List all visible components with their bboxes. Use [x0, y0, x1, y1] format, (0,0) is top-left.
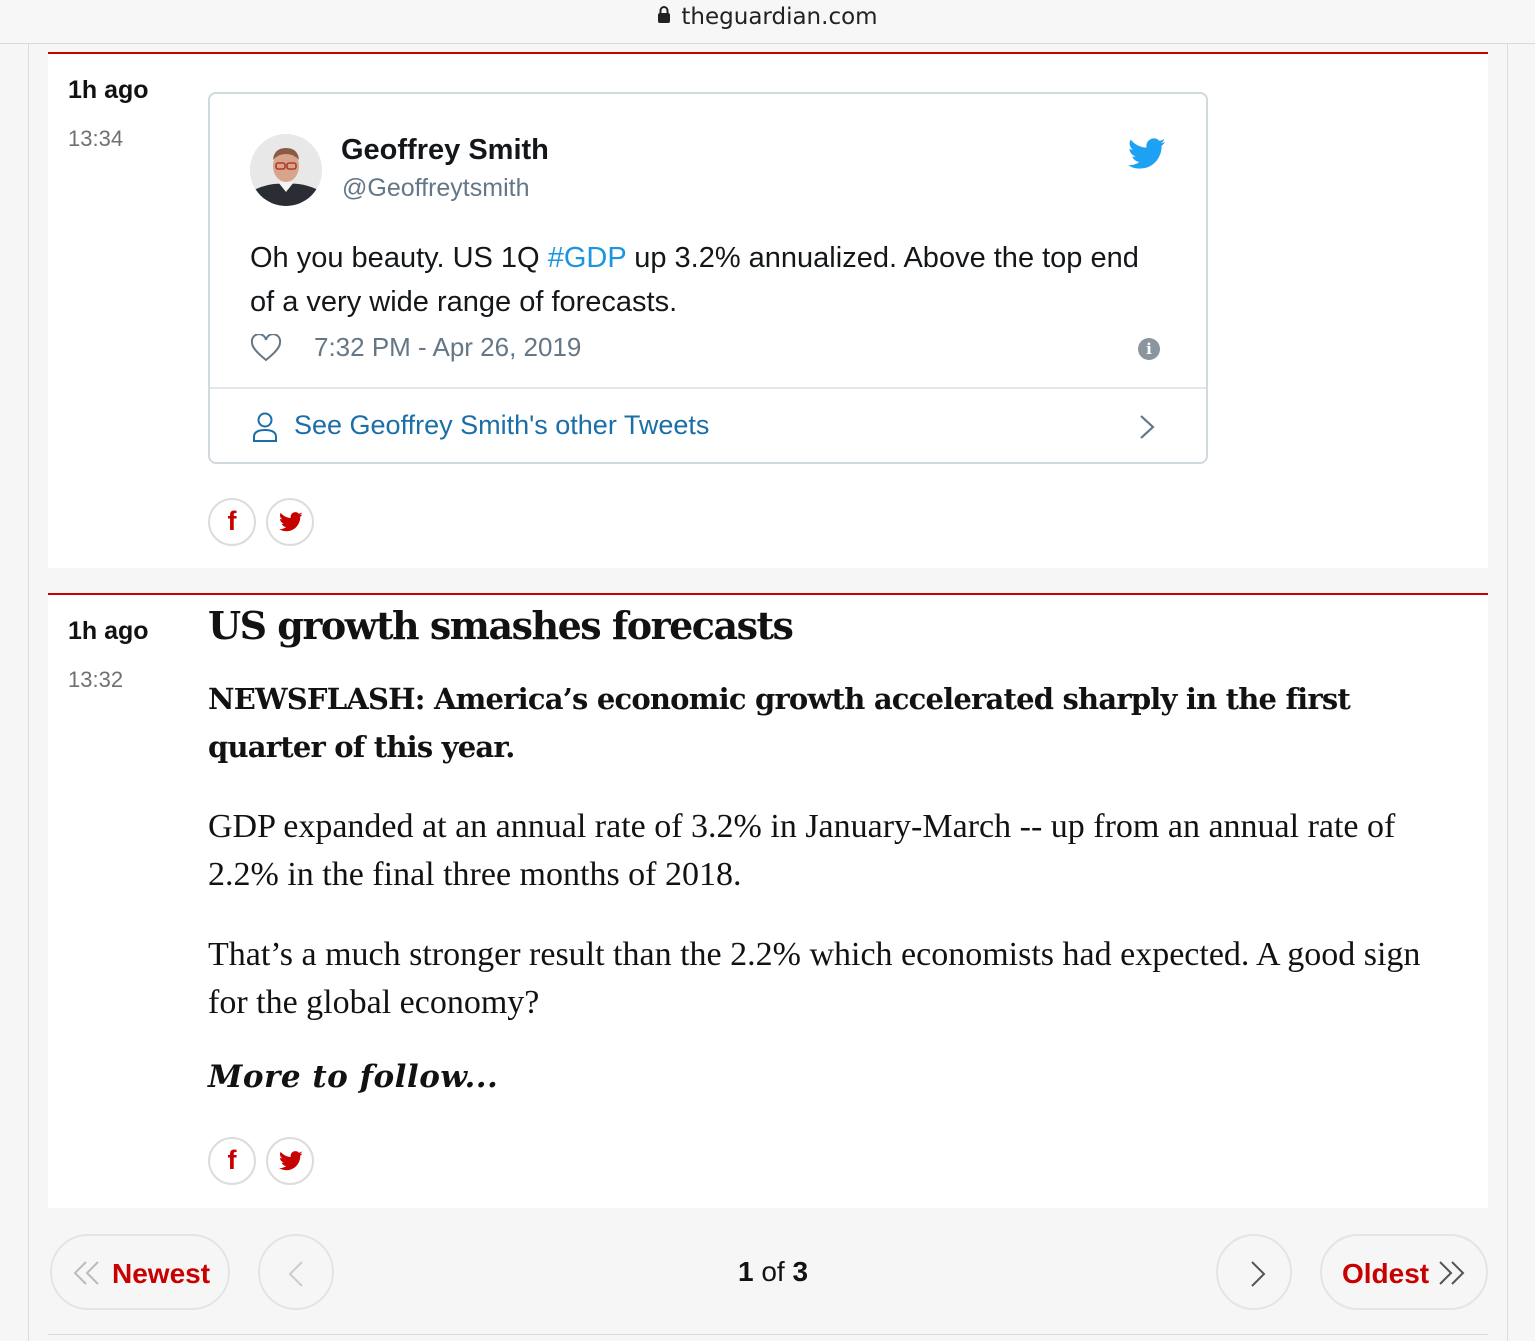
oldest-label: Oldest: [1342, 1258, 1430, 1289]
page-border-right: [1507, 44, 1508, 1341]
entry-relative-time[interactable]: 1h ago: [68, 76, 149, 104]
twitter-share-button[interactable]: [266, 1137, 314, 1185]
lock-icon: [657, 3, 671, 29]
tweet-author-handle[interactable]: @Geoffreytsmith: [342, 174, 530, 202]
oldest-button[interactable]: [1320, 1234, 1488, 1310]
page-of-label: of: [761, 1256, 785, 1287]
chevron-left-icon: [286, 1260, 306, 1288]
live-blog-entry: [48, 593, 1488, 1208]
share-buttons: [208, 498, 314, 546]
page-border-left: [28, 44, 29, 1341]
previous-page-button[interactable]: [258, 1234, 334, 1310]
chevron-right-icon[interactable]: [1138, 414, 1156, 444]
facebook-icon: f: [227, 1145, 237, 1175]
twitter-icon: [279, 512, 303, 532]
page-border-bottom: [48, 1334, 1488, 1335]
current-page: 1: [738, 1256, 754, 1287]
newest-label: Newest: [112, 1258, 211, 1289]
entry-relative-time[interactable]: 1h ago: [68, 617, 149, 645]
facebook-share-button[interactable]: [208, 1137, 256, 1185]
embedded-tweet[interactable]: [208, 92, 1208, 464]
share-buttons: [208, 1137, 314, 1185]
entry-headline: US growth smashes forecasts: [208, 603, 793, 648]
browser-url-bar[interactable]: [0, 0, 1535, 44]
heart-icon[interactable]: [250, 334, 282, 366]
tweet-other-tweets-link[interactable]: [250, 406, 1170, 446]
next-page-button[interactable]: [1216, 1234, 1292, 1310]
other-tweets-label[interactable]: See Geoffrey Smith's other Tweets: [294, 410, 710, 440]
person-icon: [252, 412, 278, 446]
more-to-follow: More to follow...: [208, 1059, 499, 1095]
tweet-text: [250, 236, 1150, 324]
pagination: [48, 1234, 1488, 1310]
double-chevron-left-icon: [72, 1260, 102, 1286]
twitter-icon: [279, 1151, 303, 1171]
info-icon[interactable]: i: [1138, 338, 1160, 360]
live-blog-entry: [48, 52, 1488, 568]
entry-timestamp: 13:34: [68, 126, 124, 151]
tweet-meta: [250, 332, 1170, 366]
address-field[interactable]: [0, 4, 1535, 31]
newest-button[interactable]: [50, 1234, 230, 1310]
page-counter: [738, 1256, 808, 1288]
double-chevron-right-icon: [1436, 1260, 1466, 1286]
entry-paragraph: GDP expanded at an annual rate of 3.2% in January-March -- up from an annual rate of 2.2% in the final three months of 2018.: [208, 808, 1396, 893]
entry-standfirst: NEWSFLASH: America’s economic growth accelerated sharply in the first quarter of this year.: [208, 682, 1350, 764]
tweet-divider: [210, 387, 1206, 389]
tweet-text-end: up 3.2% annualized. Above the top end of a very wide range of forecasts.: [250, 242, 1139, 318]
url-text: theguardian.com: [681, 4, 878, 30]
avatar[interactable]: [250, 134, 322, 206]
facebook-share-button[interactable]: [208, 498, 256, 546]
facebook-icon: f: [227, 506, 237, 536]
tweet-text-start: Oh you beauty. US 1Q: [250, 242, 548, 274]
total-pages: 3: [792, 1256, 809, 1287]
entry-paragraph: That’s a much stronger result than the 2.2% which economists had expected. A good sign for the global economy?: [208, 936, 1421, 1021]
tweet-date[interactable]: 7:32 PM - Apr 26, 2019: [314, 332, 582, 362]
tweet-hashtag[interactable]: #GDP: [547, 242, 627, 274]
chevron-right-icon: [1248, 1260, 1268, 1288]
entry-timestamp: 13:32: [68, 667, 124, 692]
tweet-author-name[interactable]: Geoffrey Smith: [341, 134, 549, 166]
twitter-bird-icon[interactable]: [1128, 138, 1166, 174]
twitter-share-button[interactable]: [266, 498, 314, 546]
